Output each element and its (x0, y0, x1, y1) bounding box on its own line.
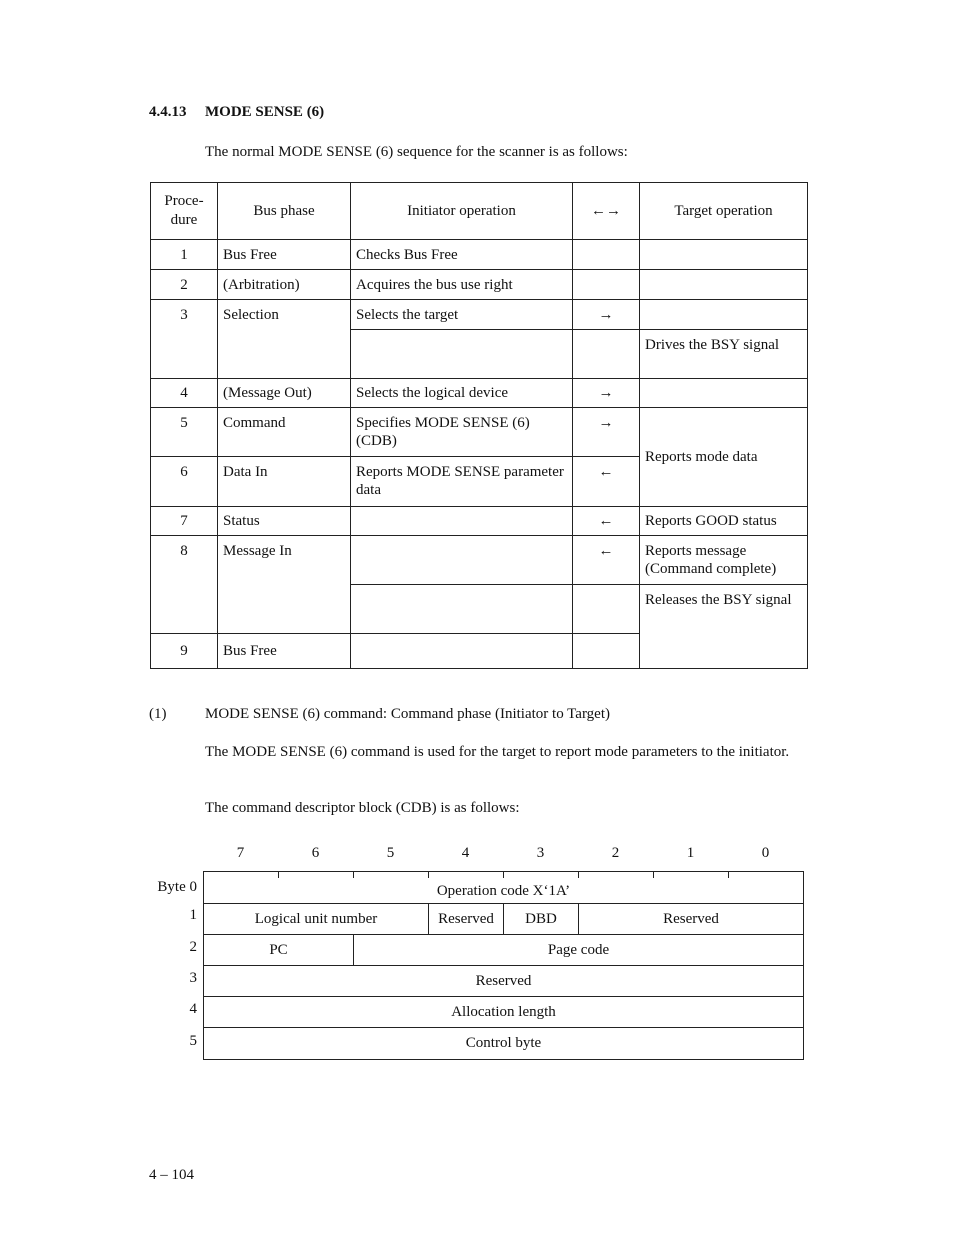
intro-text: The normal MODE SENSE (6) sequence for the scanner is as follows: (205, 144, 628, 160)
phase-cell: (Message Out) (218, 379, 351, 408)
section-heading (149, 104, 324, 121)
direction-cell (573, 270, 640, 300)
bit-label: 1 (686, 845, 695, 861)
cdb-control-byte: Control byte (203, 1027, 804, 1060)
direction-cell: ← (573, 535, 640, 584)
header-bus-phase: Bus phase (218, 183, 351, 240)
byte-label: 5 (189, 1033, 197, 1049)
phase-cell: Bus Free (218, 633, 351, 668)
proc-cell: 2 (151, 270, 218, 300)
byte-label: 2 (189, 939, 197, 955)
byte-label: 1 (189, 907, 197, 923)
direction-cell: → (573, 379, 640, 408)
bit-tick (428, 871, 429, 878)
bit-label: 5 (386, 845, 395, 861)
proc-cell: 1 (151, 240, 218, 270)
bit-tick (728, 871, 729, 878)
table-row (151, 408, 808, 457)
opcode-text: Operation code X‘1A’ (436, 883, 571, 899)
target-cell: Releases the BSY signal (640, 584, 808, 668)
initiator-cell (351, 330, 573, 379)
cdb-pc: PC (203, 934, 354, 966)
phase-cell: Command (218, 408, 351, 457)
bit-label: 3 (536, 845, 545, 861)
bit-label: 2 (611, 845, 620, 861)
phase-cell: Status (218, 506, 351, 535)
proc-cell: 9 (151, 633, 218, 668)
table-row (151, 270, 808, 300)
table-row (151, 240, 808, 270)
phase-cell: Bus Free (218, 240, 351, 270)
target-cell: Reports mode data (640, 408, 808, 506)
initiator-cell: Specifies MODE SENSE (6) (CDB) (351, 408, 573, 457)
proc-cell: 8 (151, 535, 218, 633)
proc-cell: 5 (151, 408, 218, 457)
paragraph: The MODE SENSE (6) command is used for the target to report mode parameters to the initiator. (205, 744, 790, 760)
byte-label: 3 (189, 970, 197, 986)
initiator-cell (351, 584, 573, 633)
direction-cell (573, 240, 640, 270)
initiator-cell (351, 506, 573, 535)
cdb-reserved: Reserved (428, 903, 504, 935)
direction-cell (573, 330, 640, 379)
proc-cell: 4 (151, 379, 218, 408)
subsection-title: MODE SENSE (6) command: Command phase (Initiator to Target) (205, 706, 610, 722)
bit-label: 0 (761, 845, 770, 861)
initiator-cell (351, 535, 573, 584)
initiator-cell: Selects the logical device (351, 379, 573, 408)
table-row (151, 379, 808, 408)
proc-cell: 6 (151, 457, 218, 506)
bit-tick (278, 871, 279, 878)
header-target: Target operation (640, 183, 808, 240)
bit-label: 4 (461, 845, 470, 861)
table-row (151, 300, 808, 330)
phase-cell: Selection (218, 300, 351, 379)
byte-label: 4 (189, 1001, 197, 1017)
subsection-label: (1) (149, 706, 167, 722)
direction-cell: → (573, 300, 640, 330)
phase-cell: (Arbitration) (218, 270, 351, 300)
section-number: 4.4.13 (149, 104, 187, 120)
direction-cell (573, 633, 640, 668)
header-initiator: Initiator operation (351, 183, 573, 240)
sequence-table (150, 182, 808, 669)
proc-cell: 7 (151, 506, 218, 535)
bit-tick (353, 871, 354, 878)
table-row (151, 506, 808, 535)
initiator-cell: Acquires the bus use right (351, 270, 573, 300)
initiator-cell (351, 633, 573, 668)
table-row (151, 535, 808, 584)
byte-label: Byte 0 (157, 879, 197, 895)
header-procedure: Proce- dure (151, 183, 218, 240)
initiator-cell: Reports MODE SENSE parameter data (351, 457, 573, 506)
target-cell: Reports GOOD status (640, 506, 808, 535)
initiator-cell: Checks Bus Free (351, 240, 573, 270)
cdb-reserved: Reserved (578, 903, 804, 935)
initiator-cell: Selects the target (351, 300, 573, 330)
bit-tick (578, 871, 579, 878)
target-cell (640, 270, 808, 300)
direction-cell (573, 584, 640, 633)
cdb-reserved: Reserved (203, 965, 804, 997)
header-direction: ←→ (573, 183, 640, 240)
direction-cell: → (573, 408, 640, 457)
phase-cell: Message In (218, 535, 351, 633)
bit-label: 7 (236, 845, 245, 861)
proc-cell: 3 (151, 300, 218, 379)
target-cell (640, 379, 808, 408)
target-cell: Reports message (Command complete) (640, 535, 808, 584)
target-cell (640, 300, 808, 330)
table-header-row (151, 183, 808, 240)
bit-label: 6 (311, 845, 320, 861)
phase-cell: Data In (218, 457, 351, 506)
cdb-allocation-length: Allocation length (203, 996, 804, 1028)
cdb-dbd: DBD (503, 903, 579, 935)
target-cell (640, 240, 808, 270)
paragraph: The command descriptor block (CDB) is as follows: (205, 800, 520, 816)
cdb-page-code: Page code (353, 934, 804, 966)
cdb-lun: Logical unit number (203, 903, 429, 935)
page-number: 4 – 104 (149, 1167, 194, 1183)
direction-cell: ← (573, 457, 640, 506)
bit-tick (503, 871, 504, 878)
target-cell: Drives the BSY signal (640, 330, 808, 379)
direction-cell: ← (573, 506, 640, 535)
bit-tick (653, 871, 654, 878)
section-title: MODE SENSE (6) (205, 104, 325, 120)
